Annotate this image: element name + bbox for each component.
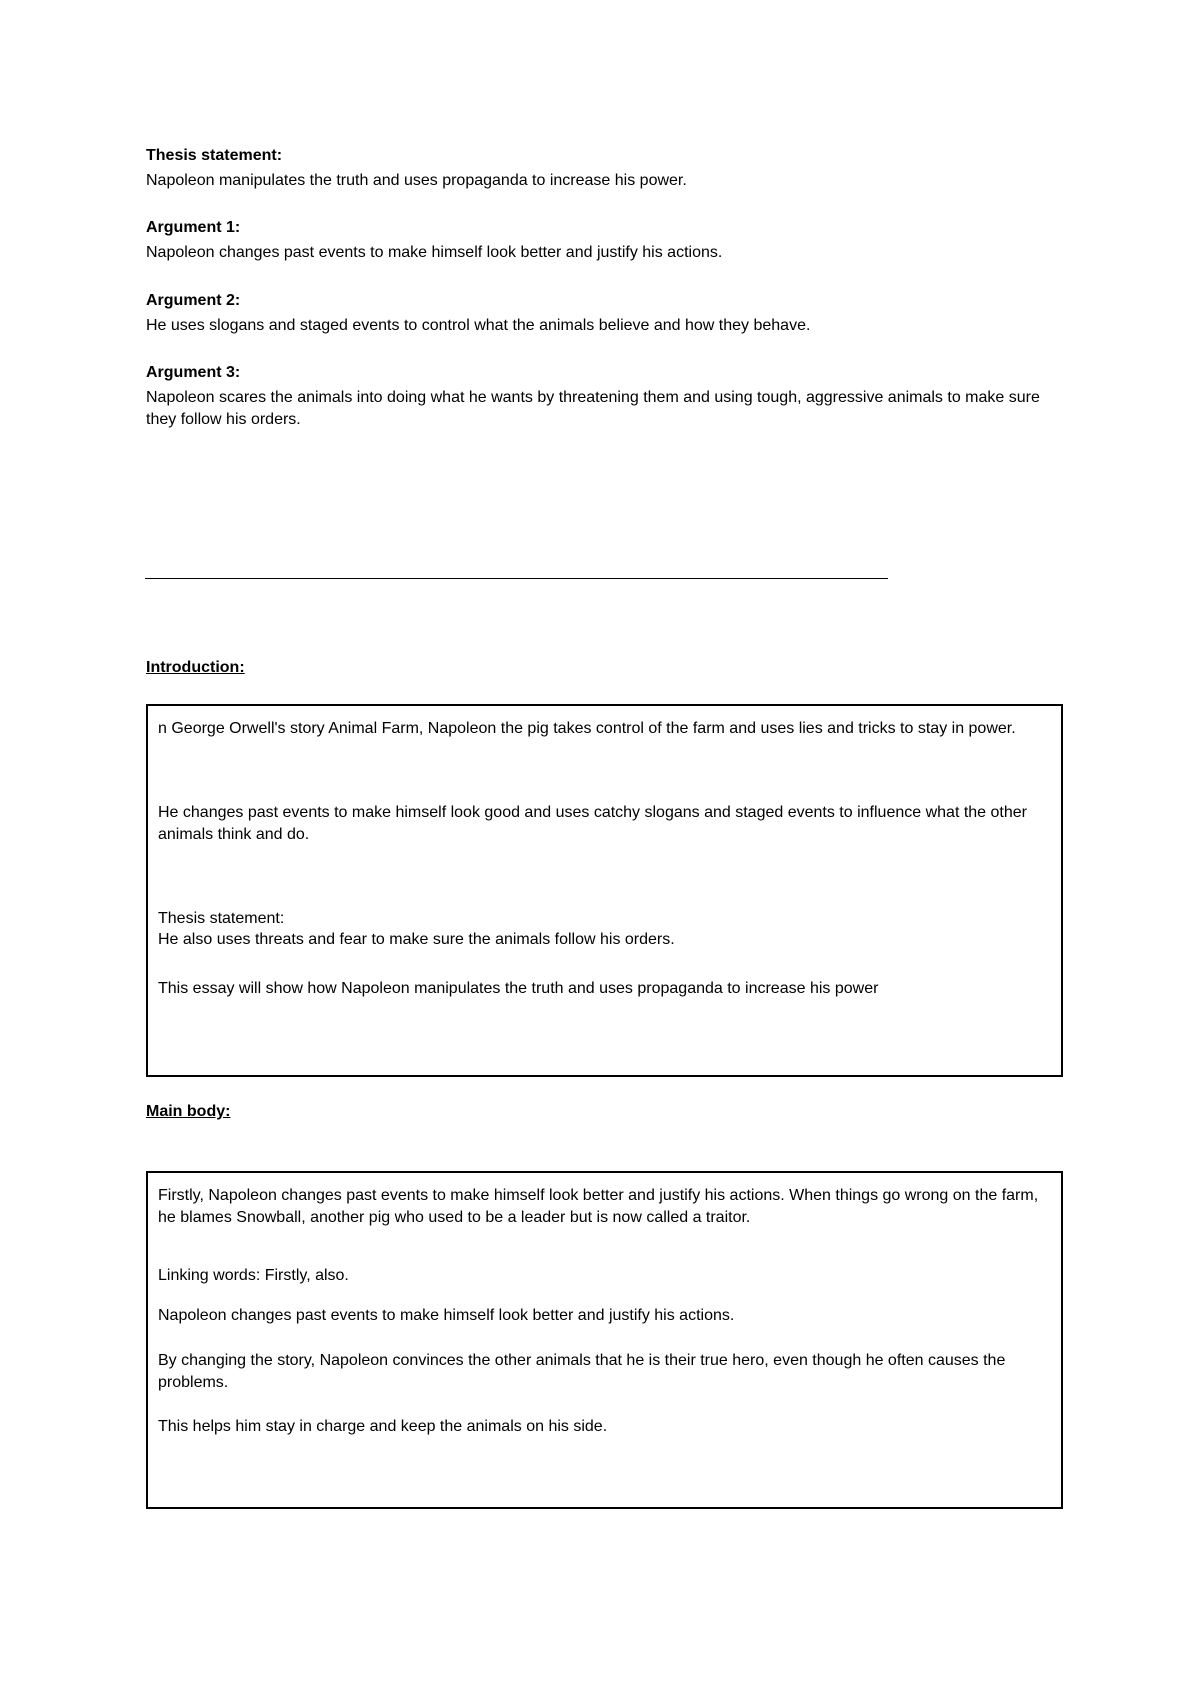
introduction-heading: Introduction: [146, 659, 245, 676]
argument-1-label: Argument 1: [146, 219, 241, 236]
main-body-paragraph-4: This helps him stay in charge and keep the animals on his side. [158, 1418, 608, 1435]
main-body-heading: Main body: [146, 1103, 231, 1120]
horizontal-divider [145, 578, 888, 579]
thesis-text: Napoleon manipulates the truth and uses propaganda to increase his power. [146, 172, 687, 189]
introduction-paragraph-3: He also uses threats and fear to make sure the animals follow his orders. [158, 931, 675, 948]
introduction-paragraph-4: This essay will show how Napoleon manipulates the truth and uses propaganda to increase his power [158, 980, 879, 997]
main-body-box [146, 1171, 1063, 1509]
argument-3-label: Argument 3: [146, 364, 241, 381]
introduction-paragraph-2: He changes past events to make himself look good and uses catchy slogans and staged events to influence what the other animals think and do. [158, 804, 1027, 843]
argument-2-text: He uses slogans and staged events to control what the animals believe and how they behave. [146, 317, 811, 334]
main-body-linking-words: Linking words: Firstly, also. [158, 1267, 349, 1284]
thesis-label: Thesis statement: [146, 147, 283, 164]
introduction-thesis-label: Thesis statement: [158, 910, 285, 927]
introduction-paragraph-1: n George Orwell's story Animal Farm, Napoleon the pig takes control of the farm and uses lies and tricks to stay in power. [158, 720, 1016, 737]
main-body-paragraph-2: Napoleon changes past events to make himself look better and justify his actions. [158, 1307, 735, 1324]
argument-2-label: Argument 2: [146, 292, 241, 309]
main-body-paragraph-3: By changing the story, Napoleon convinces the other animals that he is their true hero, even though he often causes the problems. [158, 1352, 1006, 1391]
argument-3-text: Napoleon scares the animals into doing what he wants by threatening them and using tough, aggressive animals to make sure they follow his orders. [146, 389, 1040, 428]
main-body-paragraph-1: Firstly, Napoleon changes past events to make himself look better and justify his actions. When things go wrong on the farm, he blames Snowball, another pig who used to be a leader but is now called a traitor. [158, 1187, 1039, 1226]
argument-1-text: Napoleon changes past events to make himself look better and justify his actions. [146, 244, 723, 261]
introduction-box [146, 704, 1063, 1077]
